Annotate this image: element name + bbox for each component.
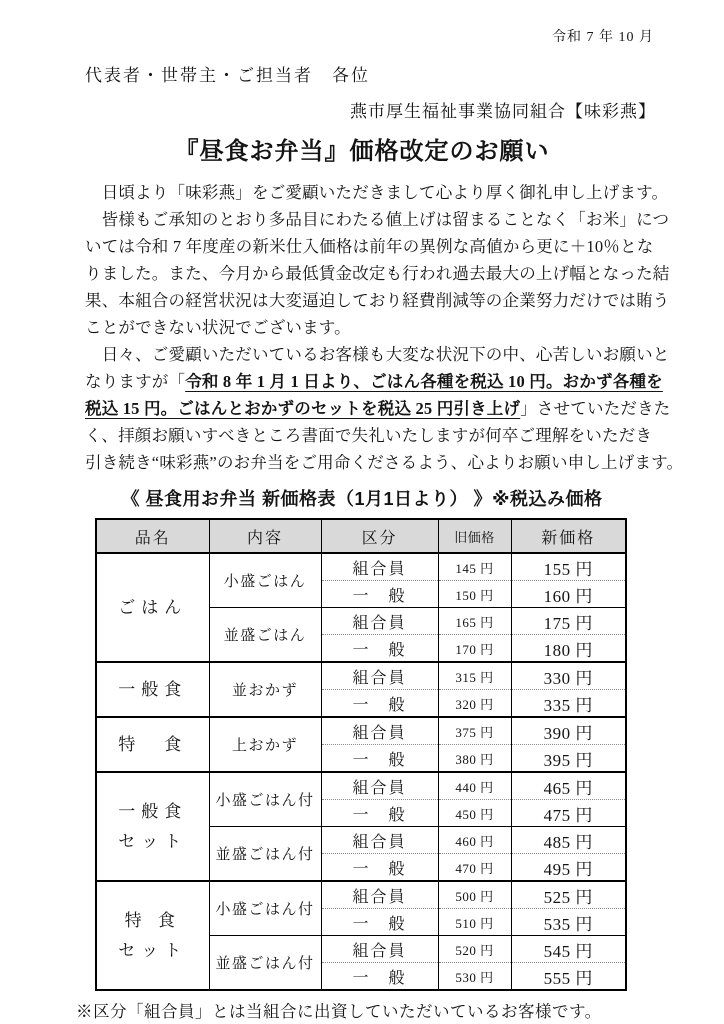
product-name-line: 一般食 (118, 801, 188, 821)
body-line (85, 314, 671, 341)
body-line (85, 287, 671, 314)
old-price-cell: 315 円 (438, 662, 511, 690)
body-paragraphs (85, 179, 684, 476)
col-header-content: 内容 (209, 519, 321, 553)
category-cell: 組合員 (321, 881, 438, 909)
new-price-cell: 335 円 (511, 690, 626, 718)
category-cell: 一 般 (321, 854, 438, 882)
price-table (95, 518, 627, 991)
body-text: 果、本組合の経営状況は大変逼迫しており経費削減等の企業努力だけでは賄う (85, 291, 670, 310)
product-name-line: 特 食 (118, 734, 188, 754)
organization-line: 燕市厚生福祉事業協同組合【味彩燕】 (350, 102, 656, 121)
category-cell: 組合員 (321, 936, 438, 963)
category-cell: 一 般 (321, 745, 438, 773)
table-row (96, 553, 626, 581)
body-text: なりますが「 (85, 372, 186, 391)
body-text: 引き続き“味彩燕”のお弁当をご用命くださるよう、心よりお願い申し上げます。 (85, 453, 684, 472)
body-line (85, 341, 671, 368)
new-price-cell: 495 円 (511, 854, 626, 882)
col-header-old-price: 旧価格 (438, 519, 511, 553)
emphasis-text: 令和 8 年 1 月 1 日より、ごはん各種を税込 10 円。おかず各種を (185, 372, 663, 391)
product-name-line: ごはん (118, 597, 188, 617)
new-price-cell: 465 円 (511, 772, 626, 800)
category-cell: 一 般 (321, 690, 438, 718)
new-price-cell: 175 円 (511, 608, 626, 635)
content-cell: 並盛ごはん付 (209, 827, 321, 882)
recipient-line: 代表者・世帯主・ご担当者 各位 (85, 66, 370, 85)
old-price-cell: 460 円 (438, 827, 511, 854)
body-line (85, 449, 684, 476)
col-header-product: 品名 (96, 519, 209, 553)
product-name-cell (96, 717, 209, 772)
body-line (85, 422, 671, 449)
category-cell: 組合員 (321, 553, 438, 581)
content-cell: 小盛ごはん (209, 553, 321, 608)
body-text: 」させていただきた (520, 399, 671, 418)
new-price-cell: 535 円 (511, 909, 626, 936)
category-cell: 組合員 (321, 717, 438, 745)
category-cell: 一 般 (321, 800, 438, 827)
content-cell: 小盛ごはん付 (209, 881, 321, 936)
old-price-cell: 320 円 (438, 690, 511, 718)
new-price-cell: 545 円 (511, 936, 626, 963)
old-price-cell: 470 円 (438, 854, 511, 882)
product-name-line: セット (118, 940, 188, 960)
category-cell: 一 般 (321, 909, 438, 936)
product-name-cell (96, 662, 209, 717)
old-price-cell: 170 円 (438, 635, 511, 663)
old-price-cell: 380 円 (438, 745, 511, 773)
col-header-category: 区分 (321, 519, 438, 553)
emphasis-text: 税込 15 円。ごはんとおかずのセットを税込 25 円引き上げ (85, 399, 521, 418)
body-line (85, 179, 671, 206)
new-price-cell: 555 円 (511, 963, 626, 991)
new-price-cell: 180 円 (511, 635, 626, 663)
body-line (85, 233, 671, 260)
product-name-line: セット (118, 831, 188, 851)
product-name-cell (96, 881, 209, 990)
body-line (85, 260, 671, 287)
old-price-cell: 150 円 (438, 581, 511, 608)
category-cell: 組合員 (321, 772, 438, 800)
category-cell: 一 般 (321, 581, 438, 608)
product-name-cell (96, 553, 209, 662)
old-price-cell: 375 円 (438, 717, 511, 745)
content-cell: 並盛ごはん (209, 608, 321, 663)
body-text: ことができない状況でございます。 (85, 318, 351, 337)
doc-title: 『昼食お弁当』価格改定のお願い (174, 138, 550, 165)
content-cell: 小盛ごはん付 (209, 772, 321, 827)
new-price-cell: 330 円 (511, 662, 626, 690)
category-cell: 一 般 (321, 963, 438, 991)
table-row (96, 717, 626, 745)
product-name-cell (96, 772, 209, 881)
table-header-row (96, 519, 626, 553)
old-price-cell: 165 円 (438, 608, 511, 635)
table-row (96, 662, 626, 690)
product-name-line: 一般食 (118, 679, 188, 699)
old-price-cell: 530 円 (438, 963, 511, 991)
new-price-cell: 390 円 (511, 717, 626, 745)
new-price-cell: 525 円 (511, 881, 626, 909)
content-cell: 並おかず (209, 662, 321, 717)
new-price-cell: 475 円 (511, 800, 626, 827)
old-price-cell: 500 円 (438, 881, 511, 909)
category-cell: 組合員 (321, 608, 438, 635)
price-table-body (96, 553, 626, 990)
body-line (85, 206, 671, 233)
new-price-cell: 160 円 (511, 581, 626, 608)
table-row (96, 772, 626, 800)
old-price-cell: 510 円 (438, 909, 511, 936)
body-text: いては令和 7 年度産の新米仕入価格は前年の異例な高値から更に＋10％とな (85, 237, 654, 256)
body-text: く、拝顔お願いすべきところ書面で失礼いたしますが何卒ご理解をいただき (85, 426, 653, 445)
new-price-cell: 395 円 (511, 745, 626, 773)
body-line (85, 395, 671, 422)
content-cell: 並盛ごはん付 (209, 936, 321, 991)
category-cell: 組合員 (321, 827, 438, 854)
old-price-cell: 520 円 (438, 936, 511, 963)
body-text: 日々、ご愛顧いただいているお客様も大変な状況下の中、心苦しいお願いと (85, 345, 670, 364)
content-cell: 上おかず (209, 717, 321, 772)
category-cell: 一 般 (321, 635, 438, 663)
body-text: 皆様もご承知のとおり多品目にわたる値上げは留まることなく「お米」につ (85, 210, 670, 229)
body-text: りました。また、今月から最低賃金改定も行われ過去最大の上げ幅となった結 (85, 264, 670, 283)
old-price-cell: 450 円 (438, 800, 511, 827)
doc-date: 令和 7 年 10 月 (552, 30, 654, 45)
new-price-cell: 155 円 (511, 553, 626, 581)
body-text: 日頃より「味彩燕」をご愛顧いただきまして心より厚く御礼申し上げます。 (85, 183, 669, 202)
table-row (96, 881, 626, 909)
old-price-cell: 145 円 (438, 553, 511, 581)
col-header-new-price: 新価格 (511, 519, 626, 553)
new-price-cell: 485 円 (511, 827, 626, 854)
product-name-line: 特 食 (124, 910, 181, 930)
price-table-caption: 《 昼食用お弁当 新価格表（1月1日より） 》※税込み価格 (121, 489, 603, 509)
category-cell: 組合員 (321, 662, 438, 690)
old-price-cell: 440 円 (438, 772, 511, 800)
body-line (85, 368, 671, 395)
table-footnote: ※区分「組合員」とは当組合に出資していただいているお客様です。 (76, 1002, 602, 1021)
